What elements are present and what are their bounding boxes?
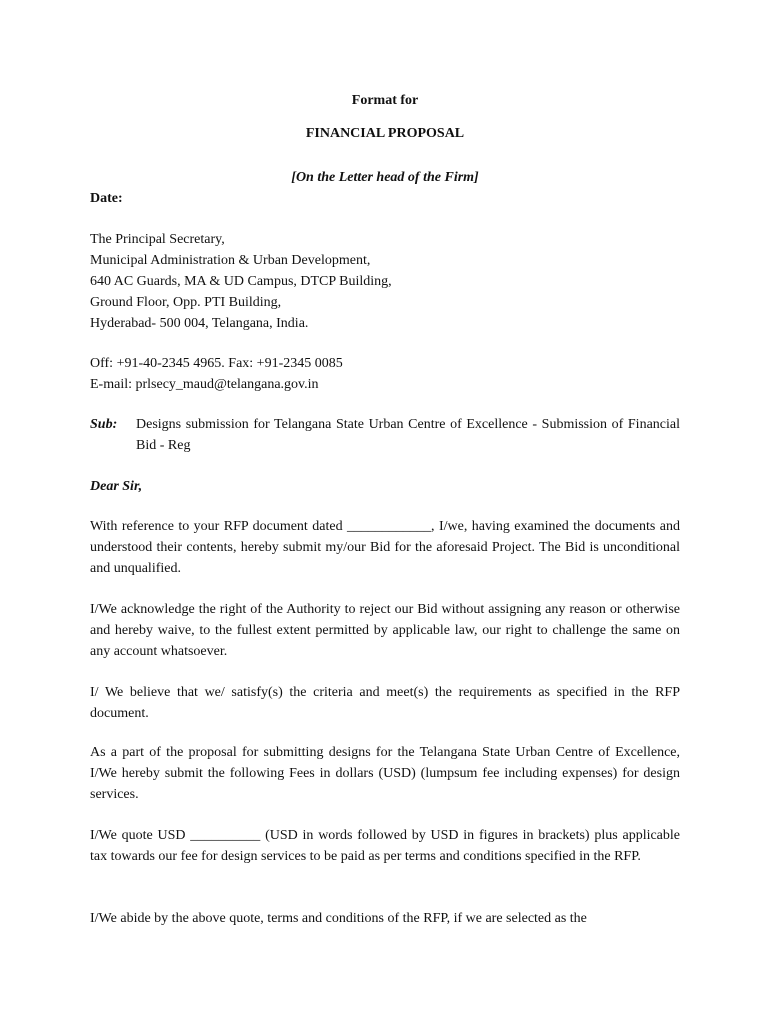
- phone-fax: Off: +91-40-2345 4965. Fax: +91-2345 0085: [90, 356, 343, 371]
- date-label: Date:: [90, 191, 123, 206]
- body-paragraph: With reference to your RFP document dated ____________, I/we, having examined the documents and understood their contents, hereby submit my/our Bid for the aforesaid Project. The Bid is unconditional and unqualified.: [90, 519, 680, 576]
- address-line: Ground Floor, Opp. PTI Building,: [90, 295, 282, 310]
- address-line: 640 AC Guards, MA & UD Campus, DTCP Building,: [90, 274, 392, 289]
- document-subtitle: [On the Letter head of the Firm]: [291, 170, 479, 185]
- subject-label: Sub:: [90, 417, 118, 432]
- salutation: Dear Sir,: [90, 479, 143, 494]
- body-paragraph: As a part of the proposal for submitting designs for the Telangana State Urban Centre of Excellence, I/We hereby submit the following Fees in dollars (USD) (lumpsum fee including expenses) for design services.: [90, 745, 680, 802]
- email-address: E-mail: prlsecy_maud@telangana.gov.in: [90, 377, 319, 392]
- document-title: FINANCIAL PROPOSAL: [305, 126, 465, 141]
- body-paragraph: I/ We believe that we/ satisfy(s) the criteria and meet(s) the requirements as specified in the RFP document.: [90, 685, 680, 721]
- body-paragraph: I/We acknowledge the right of the Authority to reject our Bid without assigning any reason or otherwise and hereby waive, to the fullest extent permitted by applicable law, our right to challenge the same on any account whatsoever.: [90, 602, 680, 659]
- address-line: Hyderabad- 500 004, Telangana, India.: [90, 316, 309, 331]
- address-line: Municipal Administration & Urban Development,: [90, 253, 371, 268]
- address-line: The Principal Secretary,: [90, 232, 225, 247]
- format-for-heading: Format for: [351, 93, 419, 108]
- body-paragraph: I/We abide by the above quote, terms and conditions of the RFP, if we are selected as the: [90, 911, 587, 926]
- subject-text: Designs submission for Telangana State Urban Centre of Excellence - Submission of Financial Bid - Reg: [136, 417, 680, 453]
- body-paragraph: I/We quote USD __________ (USD in words followed by USD in figures in brackets) plus applicable tax towards our fee for design services to be paid as per terms and conditions specified in the RFP.: [90, 828, 680, 864]
